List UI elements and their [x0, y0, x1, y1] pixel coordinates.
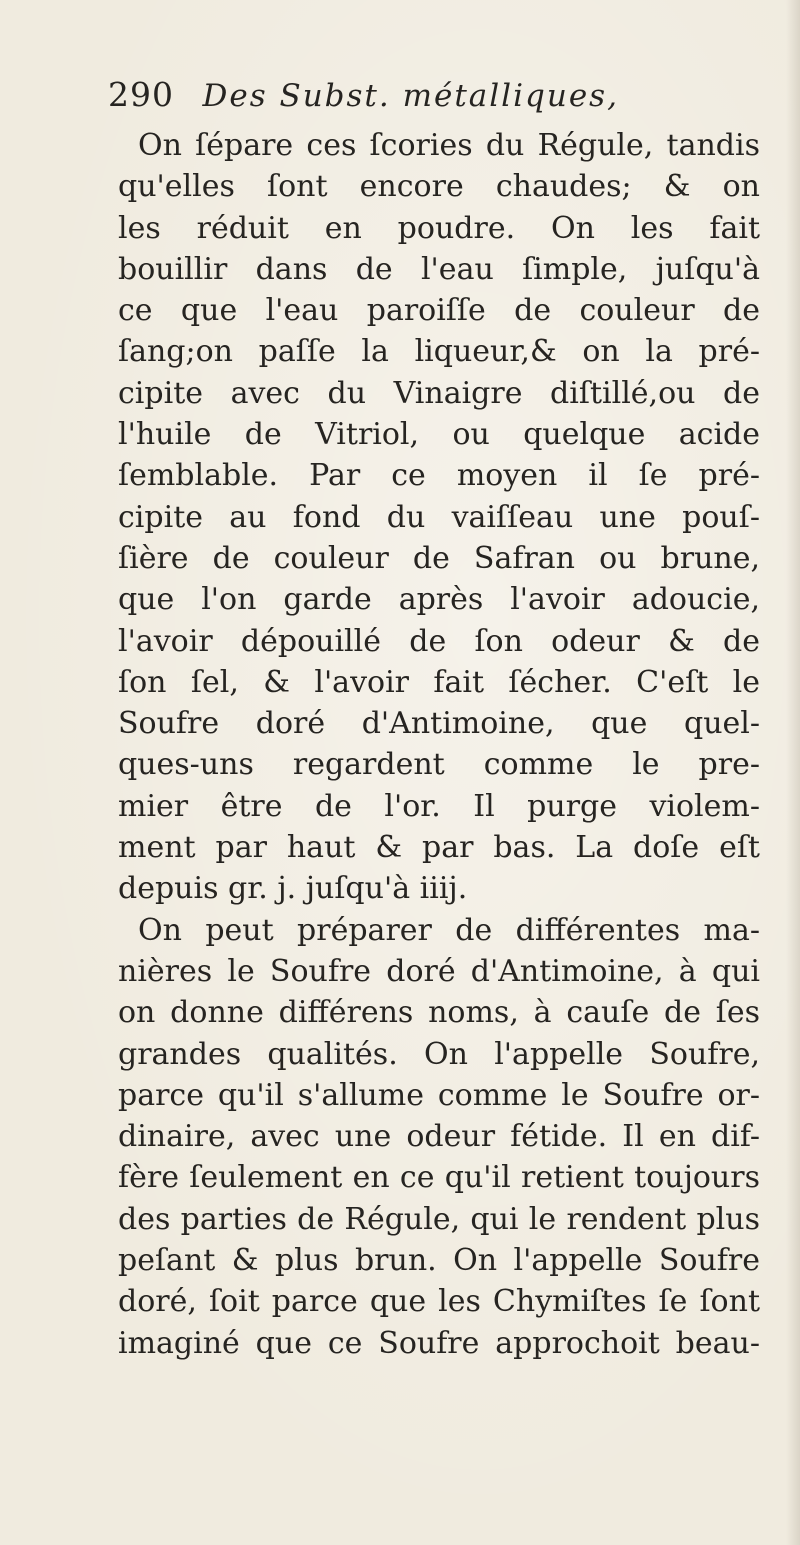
text-line: ſang;on paſſe la liqueur,& on la pré- [118, 334, 760, 370]
text-line: fère ſeulement en ce qu'il retient toujours [118, 1160, 760, 1196]
text-line: que l'on garde après l'avoir adoucie, [118, 582, 760, 618]
text-line: les réduit en poudre. On les fait [118, 210, 760, 246]
text-line: On ſépare ces ſcories du Régule, tandis [138, 128, 760, 163]
text-line: dinaire, avec une odeur fétide. Il en dif- [118, 1119, 760, 1155]
text-line: l'huile de Vitriol, ou quelque acide [118, 417, 760, 453]
text-line: Soufre doré d'Antimoine, que quel- [118, 706, 760, 742]
page-number: 290 [108, 75, 174, 114]
text-line: ſière de couleur de Safran ou brune, [118, 540, 760, 576]
text-line: mier être de l'or. Il purge violem- [118, 788, 760, 824]
text-line: cipite avec du Vinaigre diſtillé,ou de [118, 375, 760, 411]
text-line: bouillir dans de l'eau ſimple, juſqu'à [118, 251, 760, 287]
text-line: grandes qualités. On l'appelle Soufre, [118, 1036, 760, 1072]
text-line: parce qu'il s'allume comme le Soufre or- [118, 1077, 760, 1113]
page-edge-shadow [786, 0, 800, 1545]
text-line: peſant & plus brun. On l'appelle Soufre [118, 1243, 760, 1279]
text-line: qu'elles ſont encore chaudes; & on [118, 169, 760, 205]
body-text [118, 125, 760, 1364]
text-line: ce que l'eau paroiſſe de couleur de [118, 293, 760, 329]
text-line: cipite au fond du vaiſſeau une pouſ- [118, 499, 760, 535]
text-line: ques-uns regardent comme le pre- [118, 747, 760, 783]
text-line: nières le Soufre doré d'Antimoine, à qui [118, 953, 760, 989]
text-line: l'avoir dépouillé de ſon odeur & de [118, 623, 760, 659]
text-line: doré, ſoit parce que les Chymiſtes ſe ſont [118, 1284, 760, 1320]
running-head [108, 70, 748, 120]
text-line: ment par haut & par bas. La doſe eſt [118, 830, 760, 866]
text-line: imaginé que ce Soufre approchoit beau- [118, 1325, 760, 1361]
running-title: Des Subst. métalliques, [202, 78, 619, 114]
text-line: On peut préparer de différentes ma- [138, 912, 760, 948]
text-line: des parties de Régule, qui le rendent plus [118, 1201, 760, 1237]
text-line: depuis gr. j. juſqu'à iiij. [118, 871, 468, 907]
text-line: on donne différens noms, à cauſe de ſes [118, 995, 760, 1031]
text-line: ſon ſel, & l'avoir fait ſécher. C'eſt le [118, 664, 760, 700]
text-line: ſemblable. Par ce moyen il ſe pré- [118, 458, 760, 494]
